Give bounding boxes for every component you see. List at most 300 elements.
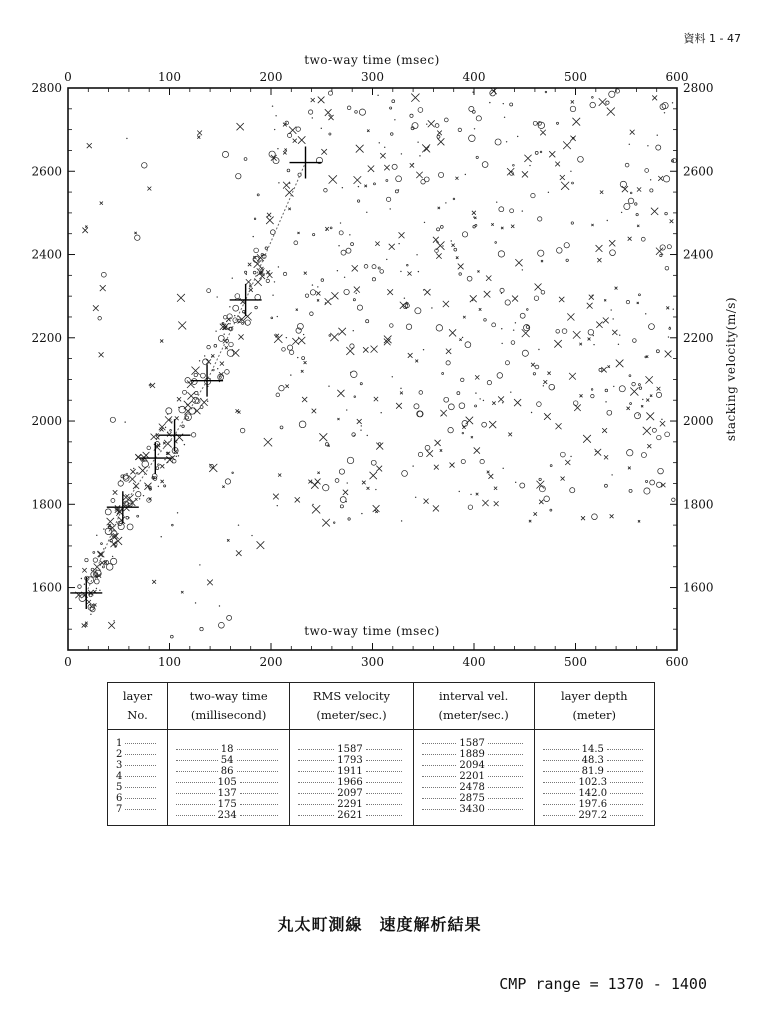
cell: [298, 755, 404, 766]
semblance-dot-mark: [462, 337, 463, 338]
semblance-cross-mark: [489, 421, 496, 428]
semblance-circle-mark: [110, 417, 115, 422]
semblance-dot-mark: [661, 419, 662, 420]
semblance-circle-mark: [313, 233, 315, 235]
leader-dots: [298, 793, 334, 794]
semblance-circle-mark: [635, 203, 637, 205]
semblance-cross-mark: [459, 338, 461, 340]
semblance-cross-mark: [297, 232, 299, 234]
semblance-dot-mark: [278, 182, 279, 183]
leader-dots: [240, 815, 279, 816]
semblance-circle-mark: [573, 401, 578, 406]
semblance-circle-mark: [364, 264, 368, 268]
semblance-dot-mark: [226, 321, 227, 322]
semblance-cross-mark: [588, 338, 591, 341]
semblance-circle-mark: [459, 273, 462, 276]
semblance-circle-mark: [672, 498, 676, 502]
semblance-dot-mark: [515, 322, 516, 323]
semblance-cross-mark: [160, 339, 163, 342]
semblance-circle-mark: [453, 198, 455, 200]
semblance-cross-mark: [637, 225, 639, 227]
leader-dots: [298, 804, 334, 805]
semblance-circle-mark: [136, 472, 138, 474]
semblance-circle-mark: [467, 276, 472, 281]
semblance-circle-mark: [203, 359, 209, 365]
semblance-circle-mark: [330, 227, 332, 229]
leader-dots: [366, 804, 402, 805]
semblance-dot-mark: [605, 401, 606, 402]
layer-no: 6: [116, 793, 123, 804]
semblance-circle-mark: [462, 432, 464, 434]
semblance-cross-mark: [437, 138, 444, 145]
semblance-cross-mark: [354, 176, 362, 184]
semblance-dot-mark: [349, 234, 350, 235]
semblance-circle-mark: [645, 356, 647, 358]
semblance-cross-mark: [512, 296, 518, 302]
semblance-circle-mark: [531, 193, 535, 197]
semblance-circle-mark: [448, 427, 453, 432]
semblance-cross-mark: [356, 145, 364, 153]
leader-dots: [488, 754, 523, 755]
cell: [176, 766, 281, 777]
semblance-circle-mark: [630, 403, 632, 405]
semblance-cross-mark: [135, 454, 141, 460]
semblance-circle-mark: [390, 324, 394, 328]
semblance-cross-mark: [573, 331, 581, 339]
semblance-circle-mark: [207, 289, 211, 293]
semblance-circle-mark: [101, 543, 103, 545]
semblance-circle-mark: [182, 425, 185, 428]
cell: [543, 766, 647, 777]
semblance-cross-mark: [357, 419, 362, 424]
picked-velocity-marker: [290, 147, 322, 179]
semblance-circle-mark: [511, 341, 515, 345]
semblance-circle-mark: [164, 485, 166, 487]
semblance-circle-mark: [280, 426, 283, 429]
semblance-dot-mark: [548, 192, 549, 193]
semblance-cross-mark: [274, 335, 282, 343]
semblance-circle-mark: [344, 289, 349, 294]
semblance-dot-mark: [669, 327, 670, 328]
semblance-circle-mark: [395, 190, 398, 193]
semblance-cross-mark: [443, 301, 449, 307]
semblance-cross-mark: [428, 120, 435, 127]
semblance-cross-mark: [317, 299, 319, 301]
semblance-circle-mark: [629, 375, 631, 377]
semblance-circle-mark: [641, 237, 645, 241]
semblance-dot-mark: [506, 141, 507, 142]
semblance-cross-mark: [312, 409, 317, 414]
semblance-circle-mark: [656, 392, 661, 397]
semblance-cross-mark: [539, 500, 543, 504]
semblance-cross-mark: [370, 472, 377, 479]
semblance-cross-mark: [93, 603, 96, 606]
semblance-cross-mark: [463, 316, 466, 319]
semblance-cross-mark: [175, 416, 179, 420]
y-tick-label: 2200: [31, 330, 62, 345]
semblance-circle-mark: [604, 484, 607, 487]
semblance-circle-mark: [665, 266, 669, 270]
semblance-cross-mark: [470, 295, 477, 302]
semblance-cross-mark: [456, 256, 458, 258]
semblance-circle-mark: [191, 433, 195, 437]
semblance-dot-mark: [379, 142, 380, 143]
semblance-circle-mark: [442, 373, 444, 375]
semblance-cross-mark: [541, 260, 543, 262]
semblance-dot-mark: [99, 590, 100, 591]
rms-value: 2097: [337, 788, 363, 799]
semblance-dot-mark: [184, 444, 185, 445]
semblance-circle-mark: [634, 413, 640, 419]
semblance-cross-mark: [580, 394, 583, 397]
semblance-dot-mark: [275, 115, 276, 116]
leader-dots: [488, 809, 523, 810]
semblance-dot-mark: [126, 138, 127, 139]
semblance-dot-mark: [470, 494, 471, 495]
semblance-dot-mark: [96, 588, 97, 589]
semblance-circle-mark: [658, 468, 664, 474]
semblance-cross-mark: [570, 136, 575, 141]
semblance-cross-mark: [479, 308, 482, 311]
semblance-dot-mark: [451, 240, 452, 241]
semblance-cross-mark: [597, 258, 601, 262]
semblance-dot-mark: [200, 398, 201, 399]
x-axis-title-top: two-way time (msec): [304, 53, 440, 67]
semblance-cross-mark: [85, 622, 87, 624]
semblance-cross-mark: [581, 516, 585, 520]
semblance-cross-mark: [396, 403, 402, 409]
semblance-cross-mark: [317, 472, 319, 474]
semblance-cross-mark: [555, 162, 560, 167]
semblance-circle-mark: [620, 181, 626, 187]
leader-dots: [298, 815, 334, 816]
leader-dots: [610, 804, 643, 805]
semblance-cross-mark: [321, 149, 327, 155]
semblance-circle-mark: [446, 361, 450, 365]
leader-dots: [543, 760, 579, 761]
semblance-circle-mark: [638, 294, 640, 296]
velocity-table: [107, 682, 655, 826]
semblance-dot-mark: [344, 277, 345, 278]
leader-dots: [607, 749, 643, 750]
semblance-cross-mark: [416, 172, 422, 178]
semblance-cross-mark: [554, 340, 561, 347]
cell: [176, 810, 281, 821]
semblance-dot-mark: [124, 421, 125, 422]
semblance-circle-mark: [310, 290, 315, 295]
semblance-circle-mark: [469, 135, 476, 142]
leader-dots: [488, 743, 523, 744]
semblance-circle-mark: [110, 558, 116, 564]
cell: [116, 804, 159, 815]
semblance-circle-mark: [444, 397, 449, 402]
time-value: 175: [217, 799, 237, 810]
semblance-circle-mark: [378, 267, 380, 269]
semblance-circle-mark: [606, 101, 609, 104]
semblance-dot-mark: [361, 425, 362, 426]
semblance-dot-mark: [529, 165, 530, 166]
semblance-dot-mark: [496, 201, 497, 202]
semblance-circle-mark: [402, 470, 408, 476]
semblance-circle-mark: [462, 232, 467, 237]
semblance-dot-mark: [401, 520, 402, 521]
cell: [176, 755, 281, 766]
header-text: layer: [122, 689, 153, 703]
x-tick-label: 300: [361, 655, 384, 669]
semblance-circle-mark: [137, 515, 139, 517]
semblance-circle-mark: [135, 235, 140, 240]
semblance-circle-mark: [185, 378, 190, 383]
cell: [116, 782, 159, 793]
semblance-dot-mark: [657, 134, 658, 135]
cell: [298, 744, 404, 755]
semblance-cross-mark: [491, 88, 497, 94]
semblance-cross-mark: [82, 228, 87, 233]
leader-dots: [125, 765, 156, 766]
semblance-cross-mark: [571, 100, 574, 103]
semblance-circle-mark: [556, 122, 558, 124]
cell: [176, 777, 281, 788]
depth-value: 102.3: [578, 777, 608, 788]
header-text: RMS velocity: [312, 689, 391, 703]
leader-dots: [125, 776, 156, 777]
time-value: 86: [220, 766, 234, 777]
semblance-dot-mark: [612, 318, 613, 319]
semblance-circle-mark: [378, 443, 381, 446]
semblance-circle-mark: [609, 91, 615, 97]
semblance-cross-mark: [603, 317, 609, 323]
leader-dots: [176, 749, 218, 750]
semblance-cross-mark: [494, 487, 497, 490]
semblance-dot-mark: [321, 128, 322, 129]
semblance-dot-mark: [419, 155, 420, 156]
semblance-cross-mark: [100, 285, 106, 291]
semblance-cross-mark: [572, 118, 580, 126]
table-header-row: [108, 683, 655, 730]
semblance-circle-mark: [495, 139, 501, 145]
semblance-circle-mark: [166, 408, 172, 414]
semblance-circle-mark: [550, 465, 552, 467]
semblance-dot-mark: [251, 535, 252, 536]
semblance-cross-mark: [549, 151, 555, 157]
semblance-circle-mark: [544, 496, 550, 502]
semblance-circle-mark: [480, 459, 484, 463]
semblance-cross-mark: [331, 292, 338, 299]
cell: [298, 799, 404, 810]
semblance-cross-mark: [437, 131, 442, 136]
semblance-circle-mark: [279, 385, 284, 390]
semblance-cross-mark: [264, 438, 272, 446]
semblance-circle-mark: [253, 271, 256, 274]
header-layer: [108, 683, 168, 730]
semblance-circle-mark: [213, 369, 215, 371]
semblance-circle-mark: [487, 381, 491, 385]
semblance-circle-mark: [526, 309, 528, 311]
semblance-dot-mark: [178, 407, 179, 408]
semblance-circle-mark: [570, 106, 575, 111]
semblance-dot-mark: [143, 495, 144, 496]
y-tick-label: 2600: [683, 164, 714, 179]
semblance-dot-mark: [346, 409, 347, 410]
layer-no: 2: [116, 749, 123, 760]
leader-dots: [610, 815, 643, 816]
semblance-cross-mark: [583, 435, 591, 443]
semblance-cross-mark: [533, 512, 536, 515]
semblance-cross-mark: [665, 351, 672, 358]
semblance-cross-mark: [160, 428, 164, 432]
semblance-circle-mark: [497, 373, 503, 379]
leader-dots: [610, 793, 643, 794]
semblance-cross-mark: [660, 421, 665, 426]
semblance-circle-mark: [296, 127, 300, 131]
leader-dots: [422, 754, 457, 755]
semblance-dot-mark: [234, 315, 235, 316]
semblance-cross-mark: [609, 240, 615, 246]
cell: [116, 738, 159, 749]
semblance-circle-mark: [118, 523, 124, 529]
semblance-circle-mark: [537, 402, 542, 407]
semblance-circle-mark: [105, 509, 111, 515]
semblance-circle-mark: [324, 188, 328, 192]
semblance-circle-mark: [195, 391, 198, 394]
semblance-cross-mark: [607, 365, 609, 367]
leader-dots: [610, 782, 643, 783]
semblance-cross-mark: [565, 460, 570, 465]
semblance-circle-mark: [665, 212, 668, 215]
semblance-circle-mark: [323, 484, 329, 490]
semblance-cross-mark: [488, 474, 493, 479]
cell: [298, 777, 404, 788]
semblance-circle-mark: [346, 248, 351, 253]
x-tick-label: 200: [259, 655, 283, 669]
semblance-dot-mark: [229, 323, 230, 324]
header-text: (meter/sec.): [438, 708, 509, 722]
semblance-cross-mark: [301, 370, 304, 373]
semblance-cross-mark: [376, 466, 382, 472]
semblance-dot-mark: [216, 296, 217, 297]
semblance-cross-mark: [438, 207, 440, 209]
semblance-dot-mark: [504, 117, 505, 118]
leader-dots: [298, 749, 334, 750]
picked-velocity-marker: [70, 577, 102, 609]
semblance-cross-mark: [289, 126, 296, 133]
semblance-circle-mark: [254, 218, 256, 220]
semblance-cross-mark: [325, 109, 332, 116]
semblance-dot-mark: [570, 456, 571, 457]
interval-value: 2094: [459, 760, 485, 771]
semblance-cross-mark: [134, 232, 136, 234]
header-text: (millisecond): [190, 708, 267, 722]
semblance-cross-mark: [364, 185, 367, 188]
cell: [176, 788, 281, 799]
semblance-cross-mark: [522, 171, 528, 177]
semblance-circle-mark: [374, 183, 376, 185]
semblance-circle-mark: [244, 158, 247, 161]
semblance-cross-mark: [278, 474, 281, 477]
semblance-cross-mark: [612, 330, 617, 335]
semblance-circle-mark: [85, 558, 88, 561]
semblance-cross-mark: [508, 433, 512, 437]
semblance-dot-mark: [238, 524, 239, 525]
semblance-dot-mark: [96, 535, 97, 536]
semblance-dot-mark: [347, 482, 348, 483]
semblance-dot-mark: [418, 271, 419, 272]
semblance-circle-mark: [444, 118, 448, 122]
semblance-dot-mark: [401, 153, 402, 154]
y-tick-label: 2200: [683, 330, 714, 345]
semblance-dot-mark: [272, 105, 273, 106]
semblance-circle-mark: [629, 489, 632, 492]
semblance-circle-mark: [106, 564, 113, 571]
semblance-circle-mark: [437, 228, 440, 231]
semblance-dot-mark: [207, 401, 208, 402]
semblance-dot-mark: [90, 614, 91, 615]
semblance-cross-mark: [85, 624, 88, 627]
semblance-circle-mark: [98, 317, 102, 321]
semblance-cross-mark: [627, 407, 630, 410]
semblance-cross-mark: [363, 347, 368, 352]
semblance-dot-mark: [668, 336, 669, 337]
semblance-cross-mark: [455, 177, 458, 180]
semblance-dot-mark: [459, 491, 460, 492]
semblance-cross-mark: [337, 418, 339, 420]
semblance-cross-mark: [492, 401, 495, 404]
semblance-cross-mark: [602, 428, 607, 433]
leader-dots: [422, 809, 457, 810]
semblance-circle-mark: [482, 162, 488, 168]
semblance-cross-mark: [266, 217, 273, 224]
semblance-circle-mark: [200, 406, 203, 409]
semblance-cross-mark: [374, 397, 378, 401]
cell: [422, 771, 526, 782]
semblance-circle-mark: [505, 300, 510, 305]
leader-dots: [422, 787, 457, 788]
semblance-dot-mark: [377, 95, 378, 96]
interval-value: 1587: [459, 738, 485, 749]
semblance-cross-mark: [295, 497, 300, 502]
semblance-cross-mark: [514, 399, 521, 406]
semblance-cross-mark: [494, 501, 499, 506]
cell: [422, 782, 526, 793]
header-text: layer depth: [560, 689, 628, 703]
semblance-cross-mark: [319, 433, 327, 441]
semblance-dot-mark: [356, 293, 357, 294]
semblance-circle-mark: [461, 378, 465, 382]
semblance-dot-mark: [246, 274, 247, 275]
semblance-dot-mark: [219, 605, 220, 606]
semblance-cross-mark: [476, 493, 479, 496]
semblance-circle-mark: [557, 248, 563, 254]
semblance-circle-mark: [219, 376, 221, 378]
semblance-circle-mark: [498, 251, 504, 257]
x-tick-label: 0: [64, 70, 72, 84]
time-value: 105: [217, 777, 237, 788]
semblance-circle-mark: [325, 443, 328, 446]
semblance-dot-mark: [133, 468, 134, 469]
semblance-dot-mark: [415, 497, 416, 498]
semblance-circle-mark: [650, 480, 655, 485]
semblance-circle-mark: [588, 329, 594, 335]
semblance-circle-mark: [302, 357, 305, 360]
semblance-circle-mark: [591, 96, 593, 98]
semblance-circle-mark: [572, 182, 574, 184]
picked-velocity-marker: [107, 491, 139, 523]
semblance-circle-mark: [390, 133, 393, 136]
semblance-cross-mark: [285, 385, 288, 388]
semblance-dot-mark: [367, 435, 368, 436]
semblance-cross-mark: [466, 417, 473, 424]
semblance-cross-mark: [343, 490, 348, 495]
